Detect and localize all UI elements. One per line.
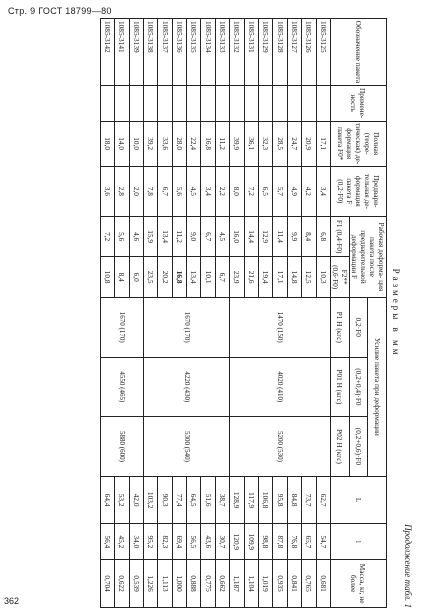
cell-f2: 6,7 [215,257,229,298]
cell-h0: 22,4 [187,121,201,166]
cell-f1: 9,0 [187,216,201,257]
col-u3: (0,2+0,6)·F0 [350,417,369,477]
cell-l: 87,8 [273,524,287,560]
cell-f2: 12,5 [302,257,316,298]
page-number: 362 [4,596,20,606]
cell-prim [201,85,215,121]
cell-l: 120,9 [230,524,244,560]
cell-force-p2: 4220 (430) [143,357,229,417]
cell-f2: 23,9 [230,257,244,298]
cell-obozn: 1085-3133 [215,19,229,86]
cell-obozn: 1085-3139 [129,19,143,86]
cell-f1: 11,2 [172,216,186,257]
cell-f2: 13,4 [187,257,201,298]
cell-prim [230,85,244,121]
cell-f2: 10,1 [201,257,215,298]
cell-mass: 0,841 [287,560,301,608]
cell-f2: 19,4 [259,257,273,298]
cell-f1: 15,9 [143,216,157,257]
col-l: l [331,524,387,560]
table-title: Размеры в мм [391,268,401,358]
cell-prim [287,85,301,121]
cell-L: 62,7 [316,476,330,524]
col-p2: P01 Н (кгс) [331,357,350,417]
col-rab-group: Рабочая деформа- ция пакета после предварительной деформации F [350,216,387,297]
cell-pred: 4,2 [302,166,316,216]
cell-h0: 10,0 [129,121,143,166]
cell-L: 38,7 [215,476,229,524]
cell-pred: 3,4 [316,166,330,216]
cell-obozn: 1085-3131 [244,19,258,86]
cell-h0: 20,9 [302,121,316,166]
cell-mass: 0,539 [129,560,143,608]
col-L: L [331,476,387,524]
cell-f1: 13,4 [158,216,172,257]
cell-pred: 7,2 [244,166,258,216]
cell-L: 77,4 [172,476,186,524]
cell-h0: 16,8 [201,121,215,166]
cell-l: 54,7 [316,524,330,560]
cell-l: 34,0 [129,524,143,560]
cell-obozn: 1085-3138 [143,19,157,86]
cell-mass: 0,775 [201,560,215,608]
cell-pred: 4,5 [187,166,201,216]
cell-obozn: 1085-3126 [302,19,316,86]
cell-prim [129,85,143,121]
cell-f2: 23,5 [143,257,157,298]
cell-f2: 14,8 [287,257,301,298]
cell-pred: 6,7 [158,166,172,216]
col-p1: P1 Н (кгс) [331,297,350,357]
continuation-label: Продолжение табл. 1 [403,524,413,608]
cell-l: 82,3 [158,524,172,560]
cell-mass: 1,104 [244,560,258,608]
cell-mass: 1,113 [158,560,172,608]
cell-L: 64,5 [187,476,201,524]
cell-L: 64,4 [100,476,114,524]
cell-l: 95,2 [143,524,157,560]
cell-pred: 7,8 [143,166,157,216]
cell-l: 65,7 [302,524,316,560]
cell-l: 45,2 [115,524,129,560]
cell-prim [215,85,229,121]
cell-mass: 0,935 [273,560,287,608]
cell-pred: 5,7 [273,166,287,216]
cell-mass: 0,765 [302,560,316,608]
cell-f2: 17,1 [273,257,287,298]
cell-h0: 18,0 [100,121,114,166]
cell-l: 76,8 [287,524,301,560]
cell-obozn: 1085-3127 [287,19,301,86]
cell-h0: 33,6 [158,121,172,166]
table-row [129,19,143,608]
cell-mass: 0,622 [115,560,129,608]
cell-L: 42,0 [129,476,143,524]
col-rab-b: F2** (0,6·F0) [331,257,350,298]
cell-mass: 0,888 [187,560,201,608]
cell-pred: 2,0 [129,166,143,216]
col-pred: Предвари- тельная де- формация пакета F (0,2·F0) [331,166,387,216]
cell-f1: 16,0 [230,216,244,257]
cell-l: 98,8 [259,524,273,560]
cell-f1: 4,6 [129,216,143,257]
cell-h0: 39,9 [230,121,244,166]
table-row [316,19,330,608]
cell-l: 30,7 [215,524,229,560]
cell-f2: 6,0 [129,257,143,298]
cell-mass: 1,226 [143,560,157,608]
cell-obozn: 1085-3125 [316,19,330,86]
cell-h0: 17,1 [316,121,330,166]
cell-L: 117,9 [244,476,258,524]
cell-pred: 2,2 [215,166,229,216]
cell-pred: 3,4 [201,166,215,216]
table-body [100,19,330,608]
cell-force-p2: 4550 (465) [100,357,143,417]
cell-mass: 0,681 [316,560,330,608]
rotated-table-area [13,18,413,608]
cell-pred: 3,6 [100,166,114,216]
col-usil-group: Усилие пакета при деформации [368,297,387,476]
cell-pred: 4,9 [287,166,301,216]
cell-mass: 0,662 [215,560,229,608]
cell-mass: 1,000 [172,560,186,608]
cell-prim [302,85,316,121]
cell-l: 43,6 [201,524,215,560]
cell-obozn: 1085-3142 [100,19,114,86]
cell-L: 90,3 [158,476,172,524]
cell-prim [100,85,114,121]
cell-obozn: 1085-3132 [230,19,244,86]
cell-h0: 28,0 [172,121,186,166]
cell-prim [259,85,273,121]
cell-l: 56,4 [100,524,114,560]
cell-h0: 36,1 [244,121,258,166]
cell-obozn: 1085-3134 [201,19,215,86]
cell-f2: 8,4 [115,257,129,298]
cell-force-p1: 1670 (170) [143,297,229,357]
cell-L: 106,8 [259,476,273,524]
cell-f1: 6,7 [201,216,215,257]
cell-prim [172,85,186,121]
cell-h0: 11,2 [215,121,229,166]
col-prim: Примене- ность [331,85,387,121]
cell-f2: 10,3 [316,257,330,298]
cell-f1: 4,5 [215,216,229,257]
cell-h0: 39,2 [143,121,157,166]
cell-L: 51,6 [201,476,215,524]
cell-mass: 1,187 [230,560,244,608]
col-u2: (0,2+0,4)·F0 [350,357,369,417]
cell-force-p1: 1670 (170) [100,297,143,357]
col-rab-a: F1 (0,4·F0) [331,216,350,257]
cell-prim [244,85,258,121]
cell-L: 95,8 [273,476,287,524]
cell-mass: 0,704 [100,560,114,608]
col-p3: P02 Н (кгс) [331,417,350,477]
cell-force-p2: 4020 (410) [230,357,331,417]
page-header: Стр. 9 ГОСТ 18799—80 [8,6,112,16]
col-h0: Полная (теоре- тическая) де- формация пакета F0* [331,121,387,166]
cell-h0: 28,5 [273,121,287,166]
cell-obozn: 1085-3137 [158,19,172,86]
table-row [215,19,229,608]
cell-f1: 7,2 [100,216,114,257]
cell-obozn: 1085-3128 [273,19,287,86]
cell-h0: 32,3 [259,121,273,166]
col-obozn: Обозначение пакета [331,19,387,86]
cell-f2: 21,6 [244,257,258,298]
cell-force-p3: 5880 (600) [100,417,143,477]
cell-f1: 11,4 [273,216,287,257]
cell-prim [316,85,330,121]
cell-obozn: 1085-3136 [172,19,186,86]
cell-l: 109,9 [244,524,258,560]
cell-f2: 10,8 [100,257,114,298]
cell-L: 103,2 [143,476,157,524]
cell-mass: 1,019 [259,560,273,608]
cell-f1: 9,9 [287,216,301,257]
col-mass: Масса, кг, не более [331,560,387,608]
cell-L: 84,8 [287,476,301,524]
cell-h0: 24,7 [287,121,301,166]
cell-obozn: 1085-3141 [115,19,129,86]
cell-force-p3: 5300 (540) [143,417,229,477]
cell-f2: 20,2 [158,257,172,298]
cell-prim [273,85,287,121]
cell-prim [158,85,172,121]
cell-prim [187,85,201,121]
cell-obozn: 1085-3135 [187,19,201,86]
cell-L: 128,9 [230,476,244,524]
cell-L: 53,2 [115,476,129,524]
col-u1: 0,2·F0 [350,297,369,357]
cell-h0: 14,0 [115,121,129,166]
cell-f1: 8,4 [302,216,316,257]
cell-pred: 6,5 [259,166,273,216]
cell-obozn: 1085-3129 [259,19,273,86]
cell-pred: 2,8 [115,166,129,216]
cell-f1: 5,6 [115,216,129,257]
dimensions-table [100,18,387,608]
cell-pred: 5,6 [172,166,186,216]
cell-force-p1: 1470 (150) [230,297,331,357]
cell-l: 69,4 [172,524,186,560]
cell-l: 56,5 [187,524,201,560]
cell-f1: 14,4 [244,216,258,257]
cell-f2: 16,8 [172,257,186,298]
cell-prim [115,85,129,121]
cell-f1: 12,9 [259,216,273,257]
cell-force-p3: 5200 (530) [230,417,331,477]
cell-L: 73,7 [302,476,316,524]
cell-pred: 8,0 [230,166,244,216]
cell-f1: 6,8 [316,216,330,257]
cell-prim [143,85,157,121]
